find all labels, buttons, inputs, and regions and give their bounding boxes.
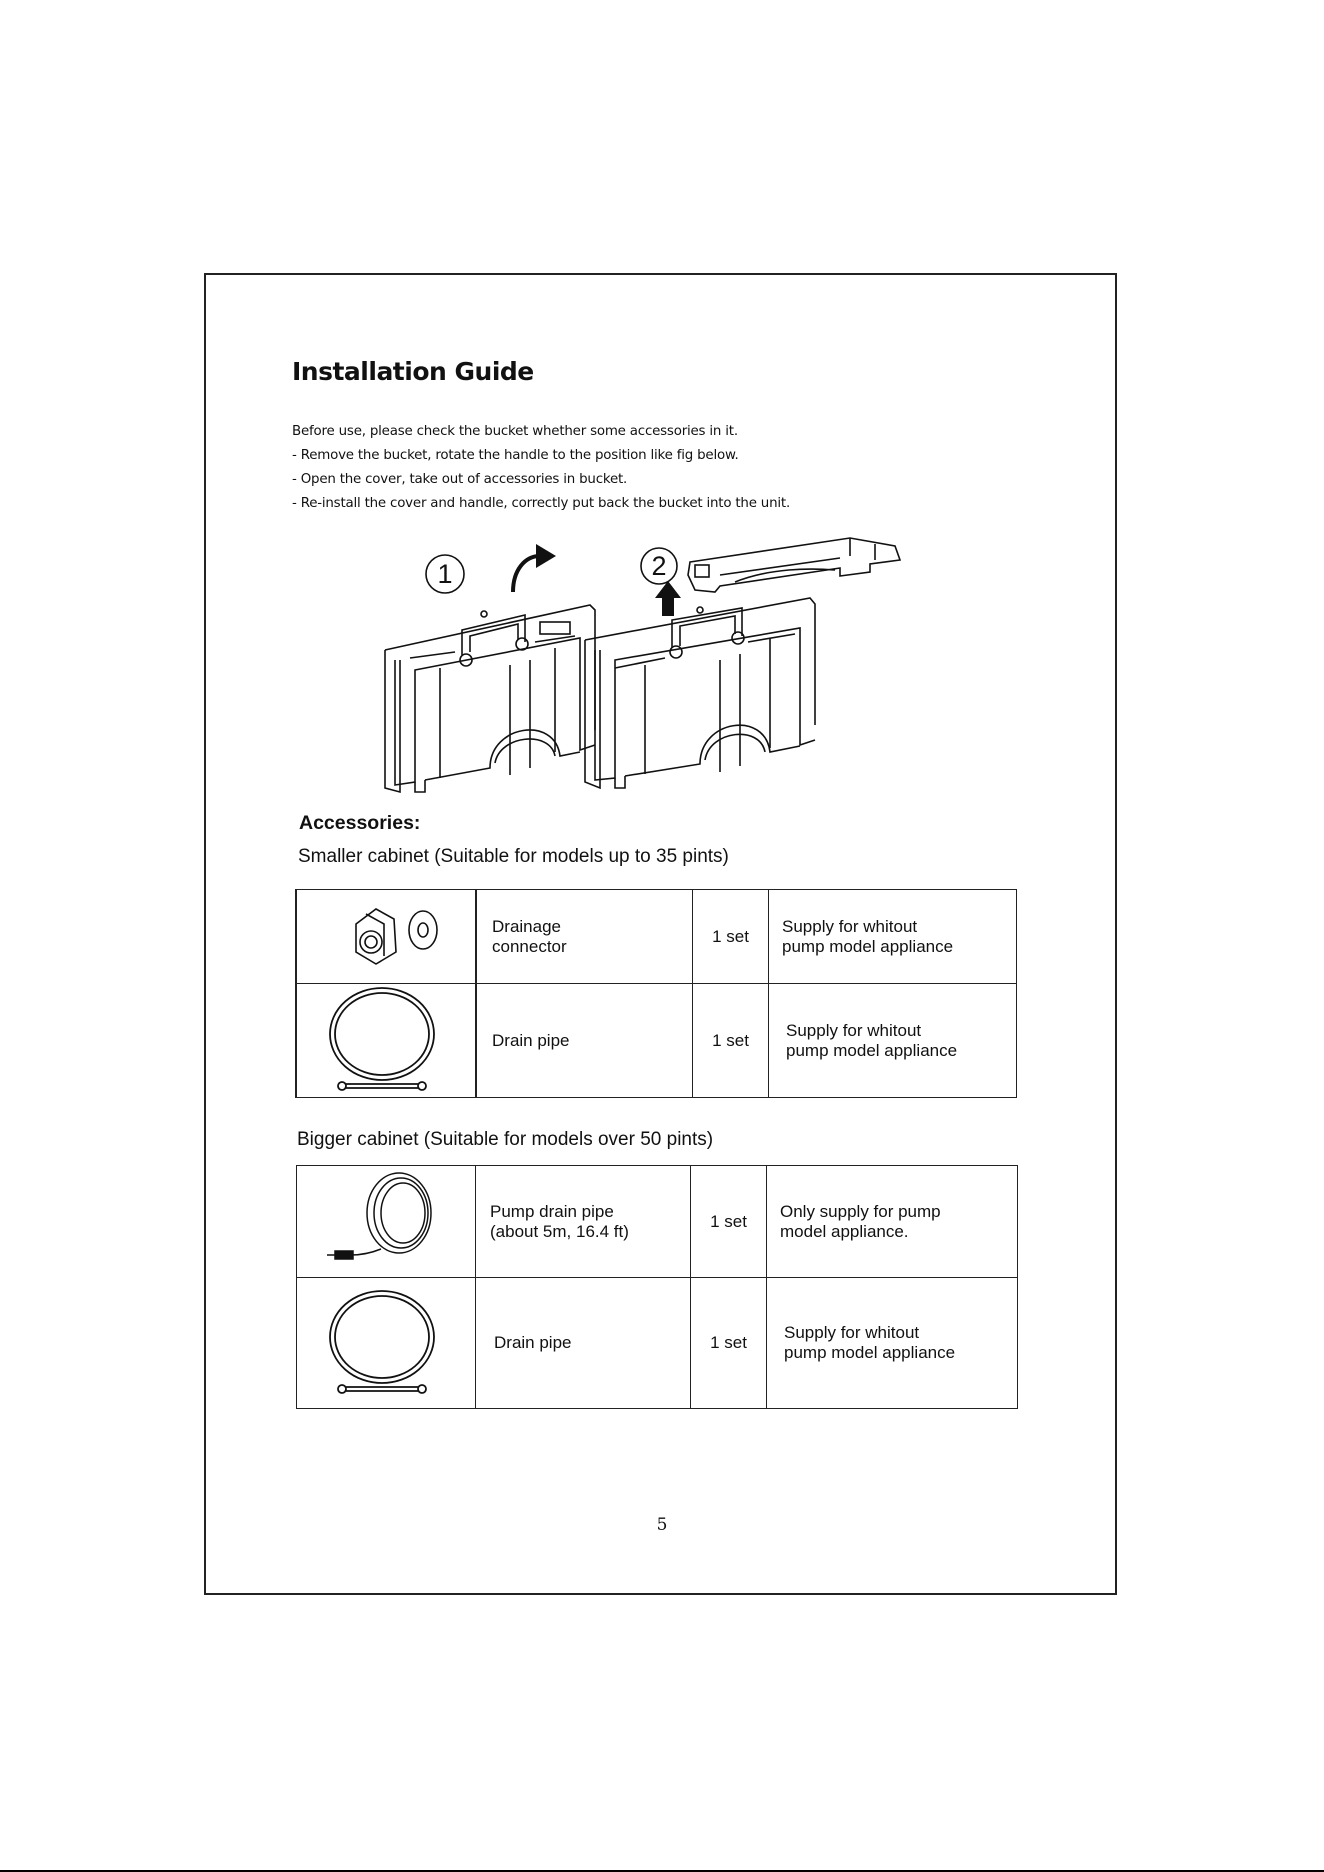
- table-row: [297, 1278, 1018, 1409]
- bigger-cabinet-table: [296, 1165, 1018, 1409]
- lift-arrow-icon: [655, 581, 681, 616]
- intro-instructions: [292, 420, 790, 516]
- bucket-installation-figure: [370, 520, 910, 800]
- step-2-marker: [641, 548, 677, 584]
- accessory-name: Drain pipe: [476, 984, 693, 1098]
- drain-pipe-icon: [326, 1287, 446, 1395]
- accessory-note: Only supply for pump model appliance.: [767, 1166, 1018, 1278]
- accessory-name: Drainage connector: [476, 890, 693, 984]
- bucket-cover-image: [688, 538, 900, 592]
- smaller-cabinet-table: [295, 889, 1017, 1098]
- accessory-image-cell: [297, 1278, 476, 1409]
- accessory-quantity: 1 set: [691, 1278, 767, 1409]
- accessory-note: Supply for whitout pump model appliance: [769, 890, 1017, 984]
- accessory-note: Supply for whitout pump model appliance: [769, 984, 1017, 1098]
- intro-line: - Open the cover, take out of accessories in bucket.: [292, 472, 628, 487]
- bucket-with-handle-image: [385, 605, 595, 792]
- step-2-label: 2: [651, 551, 667, 581]
- drainage-connector-icon: [326, 894, 446, 974]
- smaller-cabinet-heading: Smaller cabinet (Suitable for models up to 35 pints): [298, 846, 729, 867]
- accessory-note: Supply for whitout pump model appliance: [767, 1278, 1018, 1409]
- accessory-quantity: 1 set: [691, 1166, 767, 1278]
- accessory-image-cell: [296, 890, 476, 984]
- rotate-arrow-icon: [513, 544, 556, 592]
- bucket-without-cover-image: [585, 598, 815, 788]
- accessories-heading: Accessories:: [299, 812, 421, 834]
- pump-drain-pipe-icon: [321, 1169, 451, 1269]
- accessory-quantity: 1 set: [693, 890, 769, 984]
- intro-line: - Re-install the cover and handle, correctly put back the bucket into the unit.: [292, 496, 791, 511]
- table-row: [297, 1166, 1018, 1278]
- accessory-image-cell: [296, 984, 476, 1098]
- drain-pipe-icon: [326, 984, 446, 1092]
- step-1-marker: [426, 555, 464, 593]
- accessory-quantity: 1 set: [693, 984, 769, 1098]
- accessory-name: Drain pipe: [476, 1278, 691, 1409]
- page-title: Installation Guide: [292, 357, 534, 386]
- page-number: 5: [656, 1515, 668, 1535]
- table-row: [296, 890, 1017, 984]
- accessory-image-cell: [297, 1166, 476, 1278]
- intro-line: - Remove the bucket, rotate the handle to the position like fig below.: [292, 448, 739, 463]
- bigger-cabinet-heading: Bigger cabinet (Suitable for models over 50 pints): [297, 1129, 714, 1150]
- step-1-label: 1: [437, 559, 453, 589]
- intro-line: Before use, please check the bucket whether some accessories in it.: [292, 424, 738, 439]
- table-row: [296, 984, 1017, 1098]
- accessory-name: Pump drain pipe (about 5m, 16.4 ft): [476, 1166, 691, 1278]
